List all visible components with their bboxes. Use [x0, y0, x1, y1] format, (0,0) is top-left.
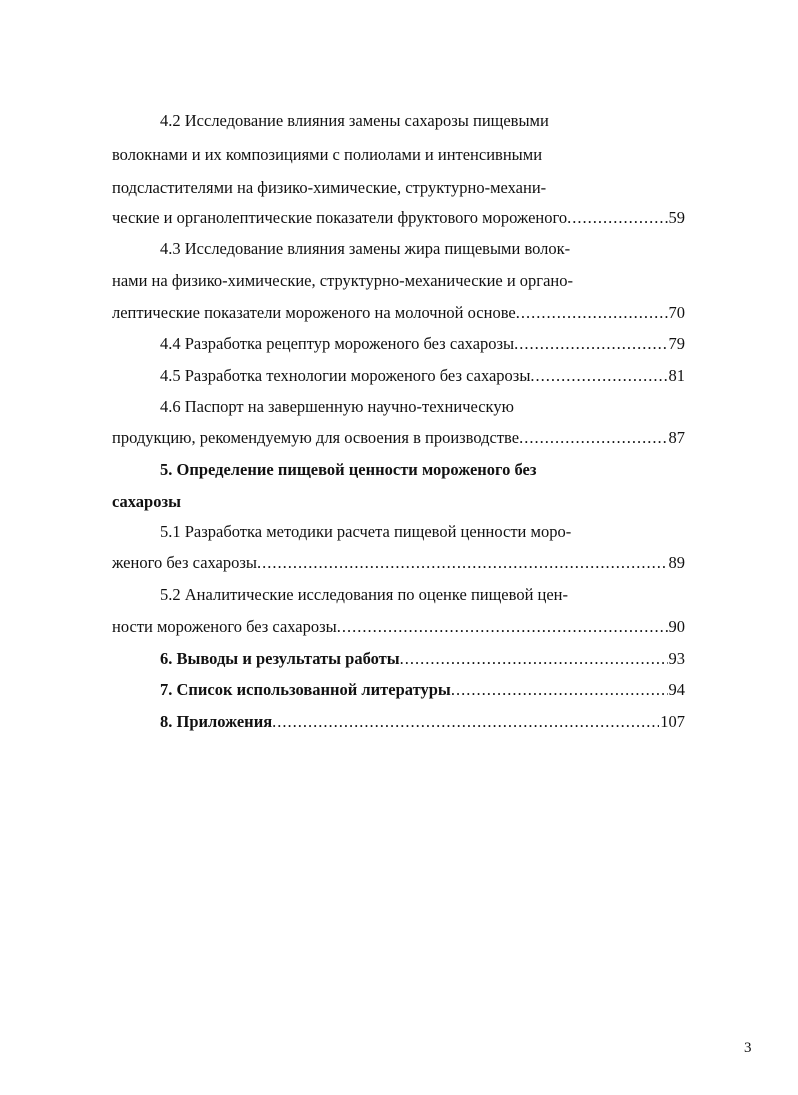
leader-dots: [337, 612, 668, 642]
toc-page: 90: [668, 617, 685, 636]
toc-text: 5.2 Аналитические исследования по оценке пищевой цен-: [160, 585, 568, 604]
toc-page: 107: [660, 712, 685, 731]
toc-line: [160, 392, 685, 422]
page-number: 3: [744, 1040, 752, 1056]
toc-text: 6. Выводы и результаты работы: [160, 649, 400, 668]
toc-text: 4.2 Исследование влияния замены сахарозы пищевыми: [160, 111, 549, 130]
toc-text: 4.5 Разработка технологии мороженого без сахарозы: [160, 366, 531, 385]
toc-text: 5.1 Разработка методики расчета пищевой ценности моро-: [160, 522, 572, 541]
toc-text: ческие и органолептические показатели фруктового мороженого: [112, 208, 568, 227]
toc-line: [160, 517, 685, 547]
toc-entry: [160, 675, 685, 705]
toc-text: 4.4 Разработка рецептур мороженого без сахарозы: [160, 334, 515, 353]
toc-entry: [160, 707, 685, 737]
toc-line: [160, 580, 685, 610]
toc-text: 8. Приложения: [160, 712, 273, 731]
toc-text: 4.3 Исследование влияния замены жира пищевыми волок-: [160, 239, 571, 258]
leader-dots: [514, 329, 667, 359]
toc-entry: [112, 203, 685, 233]
leader-dots: [530, 361, 667, 391]
toc-text: женого без сахарозы: [112, 553, 257, 572]
toc-heading: [160, 455, 685, 485]
toc-page: 93: [668, 649, 685, 668]
leader-dots: [567, 203, 667, 233]
toc-line: [112, 140, 685, 170]
toc-entry: [160, 361, 685, 391]
toc-entry: [160, 329, 685, 359]
toc-page: 79: [668, 334, 685, 353]
toc-entry: [112, 423, 685, 453]
toc-text: подсластителями на физико-химические, структурно-механи-: [112, 178, 547, 197]
toc-entry: [160, 644, 685, 674]
leader-dots: [519, 423, 667, 453]
toc-page: 70: [668, 303, 685, 322]
toc-page: 81: [668, 366, 685, 385]
toc-page: 89: [668, 553, 685, 572]
toc-line: [160, 106, 685, 136]
leader-dots: [451, 675, 668, 705]
toc-entry: [112, 298, 685, 328]
toc-page: 87: [668, 428, 685, 447]
toc-text: продукцию, рекомендуемую для освоения в производстве: [112, 428, 520, 447]
toc-text: лептические показатели мороженого на молочной основе: [112, 303, 516, 322]
toc-entry: [112, 612, 685, 642]
toc-text: волокнами и их композициями с полиолами и интенсивными: [112, 145, 543, 164]
toc-page: 94: [668, 680, 685, 699]
toc-entry: [112, 548, 685, 578]
toc-line: [112, 266, 685, 296]
toc-text: ности мороженого без сахарозы: [112, 617, 337, 636]
leader-dots: [516, 298, 668, 328]
toc-text: 7. Список использованной литературы: [160, 680, 451, 699]
toc-heading: [112, 487, 685, 517]
toc-line: [112, 173, 685, 203]
toc-text: 5. Определение пищевой ценности мороженого без: [160, 460, 537, 479]
toc-text: сахарозы: [112, 492, 181, 511]
leader-dots: [257, 548, 668, 578]
toc-text: 4.6 Паспорт на завершенную научно-техническую: [160, 397, 514, 416]
leader-dots: [272, 707, 659, 737]
leader-dots: [400, 644, 668, 674]
toc-text: нами на физико-химические, структурно-механические и органо-: [112, 271, 573, 290]
toc-line: [160, 234, 685, 264]
toc-page: 59: [668, 208, 685, 227]
